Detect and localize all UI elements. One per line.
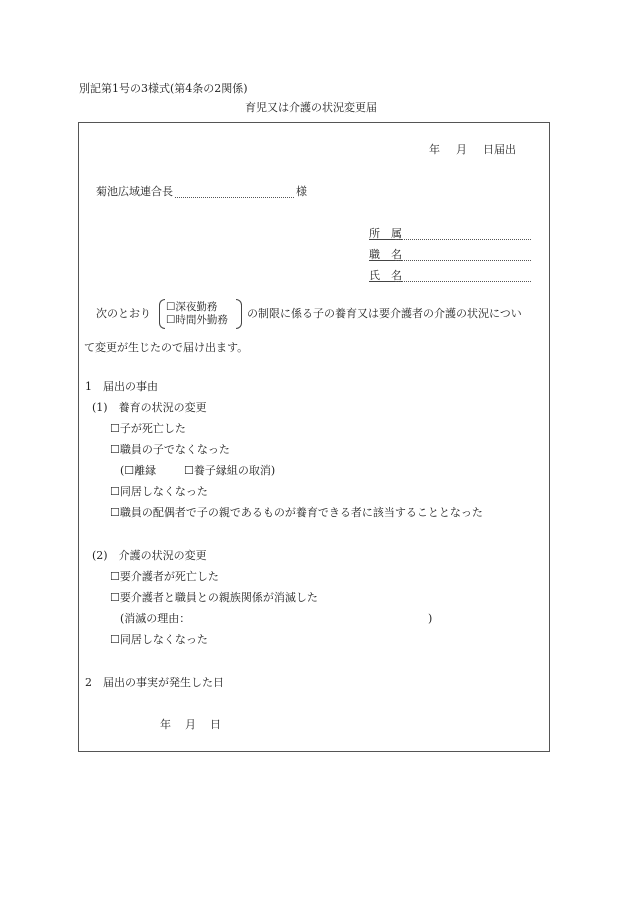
right-bracket xyxy=(236,299,242,329)
occurrence-date-line xyxy=(160,719,221,730)
check-relation-ended[interactable]: ☐要介護者と職員との親族関係が消滅した xyxy=(110,591,318,604)
section-2-heading: 2 届出の事実が発生した日 xyxy=(85,676,224,689)
statement-suffix: の制限に係る子の養育又は要介護者の介護の状況につい xyxy=(247,307,522,320)
reason-close-paren: ) xyxy=(428,612,433,625)
addressee-dotted-line xyxy=(175,197,294,198)
applicant-name-field[interactable] xyxy=(395,281,531,282)
addressee-honorific: 様 xyxy=(296,185,307,198)
option-overtime-work[interactable]: ☐時間外勤務 xyxy=(166,314,228,326)
addressee-name: 菊池広域連合長 xyxy=(96,185,173,198)
left-bracket xyxy=(159,299,165,329)
check-not-cohabiting-care[interactable]: ☐同居しなくなった xyxy=(110,633,208,646)
check-child-died[interactable]: ☐子が死亡した xyxy=(110,422,186,435)
job-title-field[interactable] xyxy=(395,260,531,261)
statement-prefix: 次のとおり xyxy=(96,307,151,320)
occurrence-day: 日 xyxy=(210,718,221,731)
form-reference: 別記第1号の3様式(第4条の2関係) xyxy=(79,82,248,95)
occurrence-month: 月 xyxy=(185,718,196,731)
submit-date-line xyxy=(429,144,516,155)
check-spouse-can-care[interactable]: ☐職員の配偶者で子の親であるものが養育できる者に該当することとなった xyxy=(110,506,483,519)
applicant-name-label: 氏 名 xyxy=(369,269,402,282)
submit-year: 年 xyxy=(429,143,440,156)
check-not-cohabiting-child[interactable]: ☐同居しなくなった xyxy=(110,485,208,498)
section-1-1-heading: (1) 養育の状況の変更 xyxy=(92,401,207,414)
occurrence-year: 年 xyxy=(160,718,171,731)
reason-input[interactable] xyxy=(188,612,424,625)
affiliation-field[interactable] xyxy=(395,239,531,240)
submit-day: 日届出 xyxy=(483,143,516,156)
job-title-label: 職 名 xyxy=(369,248,402,261)
affiliation-label: 所 属 xyxy=(369,227,402,240)
option-night-work[interactable]: ☐深夜勤務 xyxy=(166,301,218,313)
statement-line-2: て変更が生じたので届け出ます。 xyxy=(84,341,249,354)
form-frame xyxy=(78,122,550,752)
form-title: 育児又は介護の状況変更届 xyxy=(245,101,377,114)
reason-label: (消滅の理由： xyxy=(120,612,191,625)
section-1-2-heading: (2) 介護の状況の変更 xyxy=(92,549,207,562)
section-1-heading: 1 届出の事由 xyxy=(85,380,158,393)
submit-month: 月 xyxy=(456,143,467,156)
check-rikon[interactable]: (☐離縁 xyxy=(120,464,157,477)
check-adoption-cancel[interactable]: ☐養子縁組の取消) xyxy=(184,464,276,477)
check-not-child[interactable]: ☐職員の子でなくなった xyxy=(110,443,230,456)
check-care-recipient-died[interactable]: ☐要介護者が死亡した xyxy=(110,570,219,583)
